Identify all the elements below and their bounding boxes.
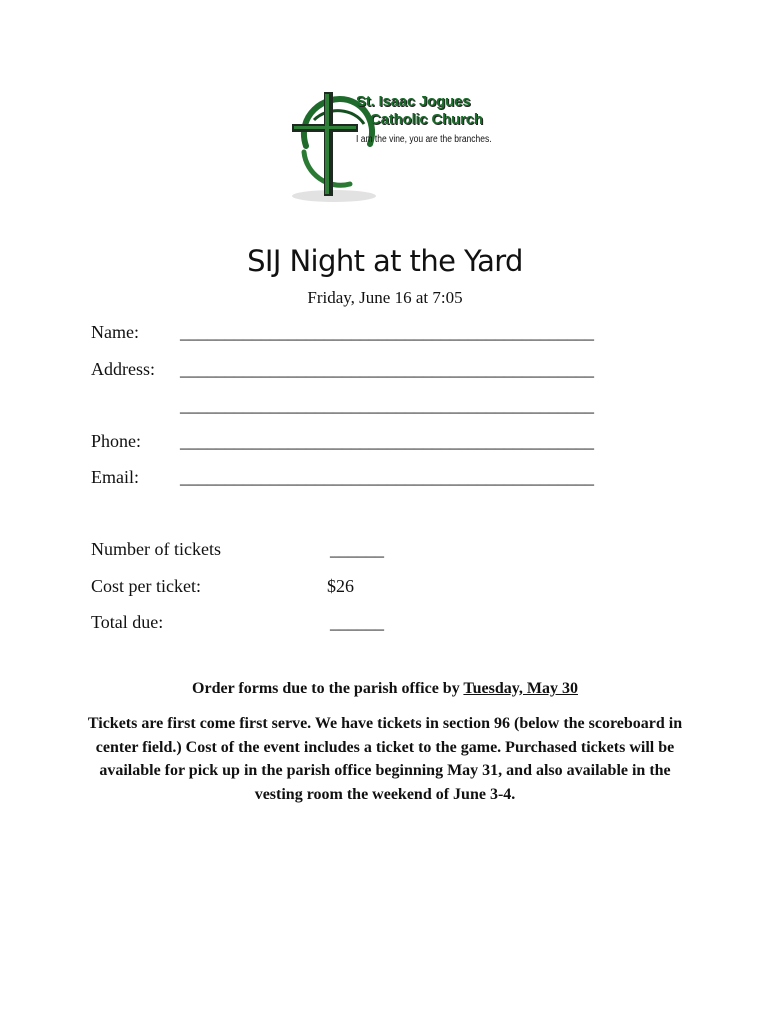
phone-field[interactable]: ______________________________________________ (180, 431, 594, 451)
church-logo-text (356, 93, 516, 145)
address-field-line2[interactable]: ______________________________________________ (180, 395, 594, 415)
name-field[interactable]: ______________________________________________ (180, 322, 594, 342)
email-field[interactable]: ______________________________________________ (180, 467, 594, 487)
total-due-field[interactable]: ______ (330, 612, 384, 632)
address-field-line1[interactable]: ______________________________________________ (180, 359, 594, 379)
total-due-label: Total due: (91, 612, 164, 632)
page-title: SIJ Night at the Yard (247, 244, 523, 278)
phone-label: Phone: (91, 431, 142, 451)
number-of-tickets-label: Number of tickets (91, 539, 221, 559)
logo-church-name: St. Isaac Jogues (356, 93, 471, 110)
logo-church-subtitle: Catholic Church (370, 111, 483, 128)
due-notice (0, 680, 770, 698)
event-date: Friday, June 16 at 7:05 (307, 288, 463, 307)
email-label: Email: (91, 467, 139, 487)
cost-per-ticket-value: $26 (327, 576, 354, 596)
ticket-details: Tickets are first come first serve. We have tickets in section 96 (below the scoreboard in center field.) Cost of the event includes a ticket to the game. Purchased tickets will be available for pick up in the parish office beginning May 31, and also available in the vesting room the weekend of June 3-4. (87, 715, 683, 803)
address-label: Address: (91, 359, 155, 379)
due-notice-prefix: Order forms due to the parish office by (192, 680, 464, 697)
due-date: Tuesday, May 30 (463, 680, 578, 697)
number-of-tickets-field[interactable]: ______ (330, 539, 384, 559)
logo-tagline: I am the vine, you are the branches. (356, 134, 492, 145)
cost-per-ticket-label: Cost per ticket: (91, 576, 201, 596)
name-label: Name: (91, 322, 139, 342)
